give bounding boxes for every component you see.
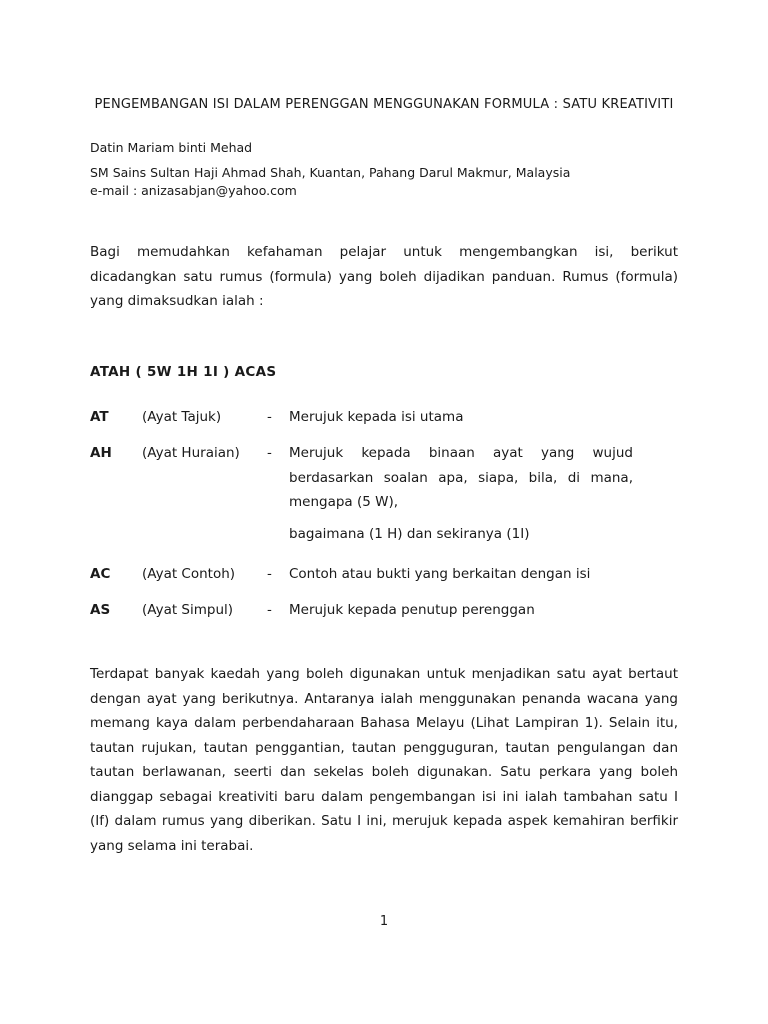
author-name: Datin Mariam binti Mehad [90, 140, 253, 155]
formula-label: (Ayat Contoh) [142, 566, 236, 582]
formula-code: AT [90, 409, 109, 425]
formula-label: (Ayat Huraian) [142, 445, 240, 461]
formula-dash: - [267, 445, 272, 461]
closing-paragraph: Terdapat banyak kaedah yang boleh digunakan untuk menjadikan satu ayat bertaut dengan ayat yang berikutnya. Antaranya ialah menggunakan penanda wacana yang memang kaya dalam perbendaharaan Bahasa Melayu (Lihat Lampiran 1). Selain itu, tautan rujukan, tautan penggantian, tautan pengguguran, tautan pengulangan dan tautan berlawanan, seerti dan sekelas boleh digunakan. Satu perkara yang boleh dianggap sebagai kreativiti baru dalam pengembangan isi ini ialah tambahan satu I (If) dalam rumus yang diberikan. Satu I ini, merujuk kepada aspek kemahiran berfikir yang selama ini terabai. [90, 666, 678, 854]
formula-label: (Ayat Tajuk) [142, 409, 222, 425]
formula-dash: - [267, 602, 272, 618]
document-title: PENGEMBANGAN ISI DALAM PERENGGAN MENGGUNAKAN FORMULA : SATU KREATIVITI [94, 97, 674, 112]
formula-code: AC [90, 566, 111, 582]
formula-ah-continuation: bagaimana (1 H) dan sekiranya (1I) [289, 526, 530, 542]
intro-paragraph: Bagi memudahkan kefahaman pelajar untuk mengembangkan isi, berikut dicadangkan satu rumus (formula) yang boleh dijadikan panduan. Rumus (formula) yang dimaksudkan ialah : [90, 244, 678, 309]
formula-description: Contoh atau bukti yang berkaitan dengan isi [289, 566, 591, 582]
author-affiliation [90, 164, 570, 200]
affiliation-line: SM Sains Sultan Haji Ahmad Shah, Kuantan, Pahang Darul Makmur, Malaysia [90, 165, 571, 180]
formula-label: (Ayat Simpul) [142, 602, 234, 618]
formula-description: Merujuk kepada binaan ayat yang wujud berdasarkan soalan apa, siapa, bila, di mana, mengapa (5 W), [289, 445, 633, 510]
formula-description: Merujuk kepada penutup perenggan [289, 602, 535, 618]
formula-dash: - [267, 566, 272, 582]
formula-code: AS [90, 602, 111, 618]
formula-dash: - [267, 409, 272, 425]
page-number: 1 [379, 914, 389, 929]
formula-code: AH [90, 445, 112, 461]
formula-heading: ATAH ( 5W 1H 1I ) ACAS [90, 364, 277, 380]
formula-description: Merujuk kepada isi utama [289, 409, 464, 425]
email-line: e-mail : anizasabjan@yahoo.com [90, 183, 297, 198]
